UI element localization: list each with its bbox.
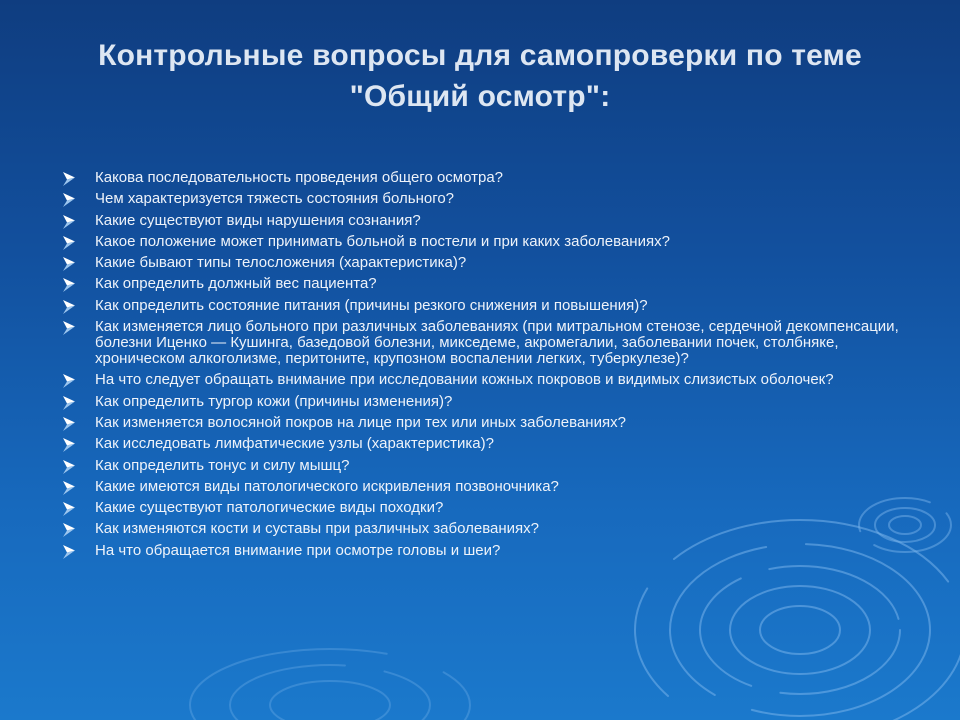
list-item bbox=[62, 255, 902, 271]
question-text: Какие имеются виды патологического искривления позвоночника? bbox=[95, 477, 559, 495]
list-item bbox=[62, 213, 902, 229]
question-text: Чем характеризуется тяжесть состояния больного? bbox=[95, 190, 455, 208]
arrowhead-bullet-icon bbox=[62, 501, 78, 517]
question-text: Как изменяется лицо больного при различных заболеваниях (при митральном стенозе, сердечной декомпенсации, болезни Иценко — Кушинга, базедовой болезни, микседеме, акромегалии, заболевании почек, столбняке, хроническом алкоголизме, перитоните, крупозном воспалении легких, туберкулезе)? bbox=[95, 318, 899, 368]
list-item bbox=[62, 436, 902, 452]
question-text: Как определить тонус и силу мышц? bbox=[95, 456, 350, 474]
question-text: Какова последовательность проведения общего осмотра? bbox=[95, 169, 504, 186]
question-text: Какие существуют виды нарушения сознания? bbox=[95, 211, 421, 229]
arrowhead-bullet-icon bbox=[62, 437, 78, 453]
arrowhead-bullet-icon bbox=[62, 171, 78, 187]
list-item bbox=[62, 479, 902, 495]
slide-title bbox=[40, 35, 920, 117]
question-list bbox=[62, 170, 902, 564]
question-text: Как определить должный вес пациента? bbox=[95, 275, 377, 293]
arrowhead-bullet-icon bbox=[62, 480, 78, 496]
arrowhead-bullet-icon bbox=[62, 235, 78, 251]
list-item bbox=[62, 543, 902, 559]
arrowhead-bullet-icon bbox=[62, 299, 78, 315]
arrowhead-bullet-icon bbox=[62, 395, 78, 411]
list-item bbox=[62, 372, 902, 388]
ripple-ring-bottom-left bbox=[190, 649, 470, 720]
list-item bbox=[62, 319, 902, 367]
arrowhead-bullet-icon bbox=[62, 320, 78, 336]
question-text: Какое положение может принимать больной в постели и при каких заболеваниях? bbox=[95, 232, 670, 250]
arrowhead-bullet-icon bbox=[62, 214, 78, 230]
list-item bbox=[62, 170, 902, 186]
arrowhead-bullet-icon bbox=[62, 277, 78, 293]
question-text: Какие существуют патологические виды походки? bbox=[95, 499, 444, 517]
arrowhead-bullet-icon bbox=[62, 522, 78, 538]
list-item bbox=[62, 394, 902, 410]
question-text: Как изменяются кости и суставы при различных заболеваниях? bbox=[95, 520, 539, 538]
question-text: Как изменяется волосяной покров на лице при тех или иных заболеваниях? bbox=[95, 413, 626, 431]
list-item bbox=[62, 415, 902, 431]
arrowhead-bullet-icon bbox=[62, 459, 78, 475]
list-item bbox=[62, 234, 902, 250]
list-item bbox=[62, 500, 902, 516]
list-item bbox=[62, 298, 902, 314]
arrowhead-bullet-icon bbox=[62, 416, 78, 432]
arrowhead-bullet-icon bbox=[62, 373, 78, 389]
list-item bbox=[62, 521, 902, 537]
question-text: Как определить тургор кожи (причины изменения)? bbox=[95, 392, 453, 410]
question-text: Как определить состояние питания (причины резкого снижения и повышения)? bbox=[95, 296, 648, 314]
arrowhead-bullet-icon bbox=[62, 192, 78, 208]
slide-title-line-1: Контрольные вопросы для самопроверки по теме bbox=[98, 39, 862, 72]
list-item bbox=[62, 458, 902, 474]
question-text: Какие бывают типы телосложения (характеристика)? bbox=[95, 254, 467, 272]
question-text: На что обращается внимание при осмотре головы и шеи? bbox=[95, 541, 501, 559]
list-item bbox=[62, 276, 902, 292]
list-item bbox=[62, 191, 902, 207]
question-text: На что следует обращать внимание при исследовании кожных покровов и видимых слизистых оболочек? bbox=[95, 371, 834, 389]
arrowhead-bullet-icon bbox=[62, 544, 78, 560]
question-text: Как исследовать лимфатические узлы (характеристика)? bbox=[95, 435, 494, 453]
arrowhead-bullet-icon bbox=[62, 256, 78, 272]
slide-title-line-2: "Общий осмотр": bbox=[349, 80, 611, 113]
